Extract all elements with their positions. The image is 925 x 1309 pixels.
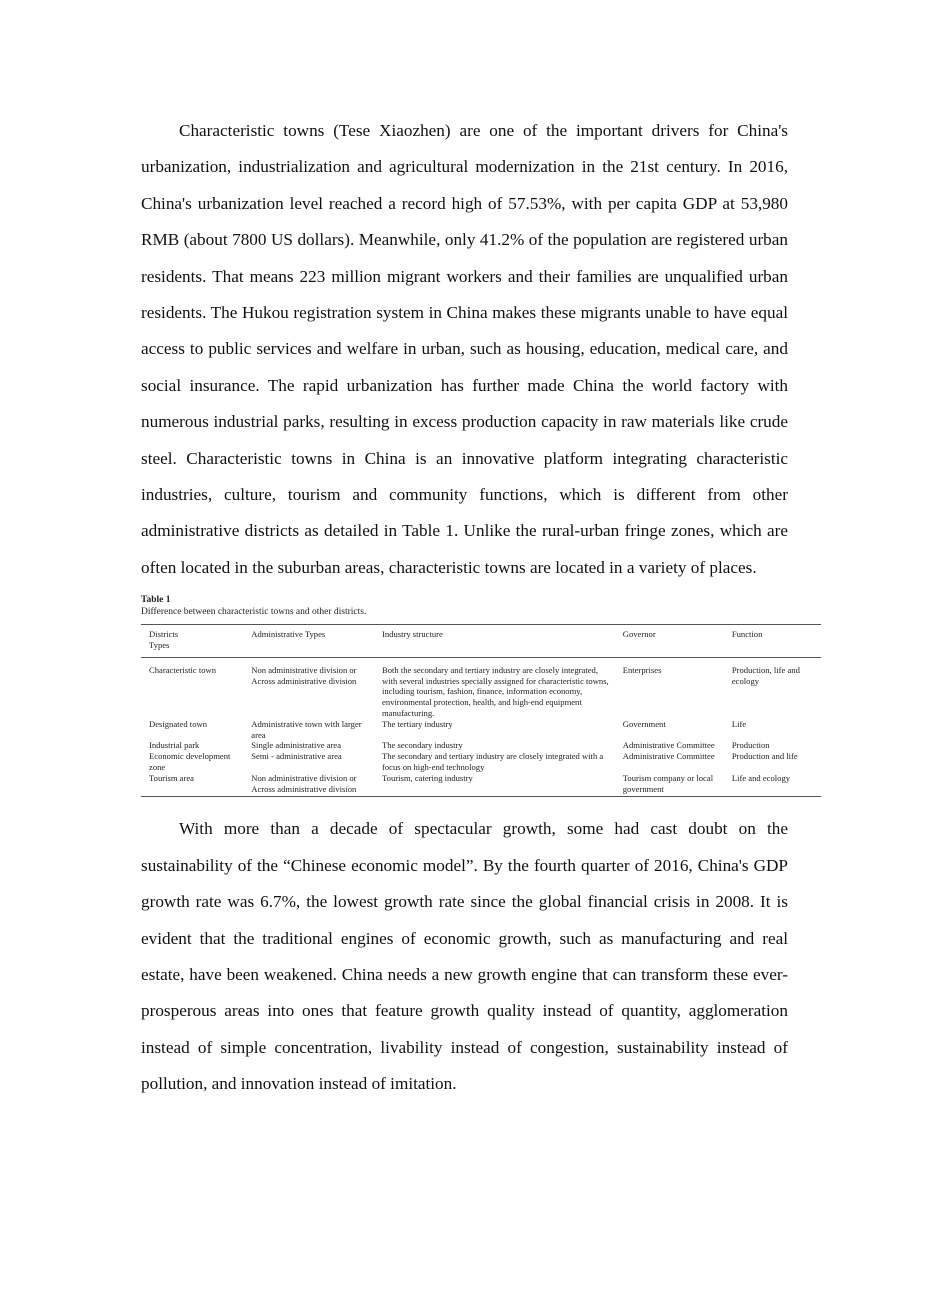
header-function: Function (731, 629, 763, 640)
cell-function: Production, life and ecology (731, 664, 800, 686)
cell-district: Industrial park (149, 740, 200, 751)
header-industry-structure: Industry structure (382, 629, 443, 640)
cell-industry: Both the secondary and tertiary industry are closely integrated, with several industries specially assigned for characteristic towns, including tourism, fashion, finance, information economy, environmental protection, health, and high-end equipment manufacturing. (382, 664, 609, 719)
cell-industry: The secondary industry (382, 740, 463, 751)
body-paragraph-2: With more than a decade of spectacular growth, some had cast doubt on the sustainability of the “Chinese economic model”. By the fourth quarter of 2016, China's GDP growth rate was 6.7%, the lowest growth rate since the global financial crisis in 2008. It is evident that the traditional engines of economic growth, such as manufacturing and real estate, have been weakened. China needs a new growth engine that can transform these ever-prosperous areas into ones that feature growth quality instead of quantity, agglomeration instead of simple concentration, livability instead of congestion, sustainability instead of pollution, and innovation instead of imitation. (141, 819, 788, 1094)
cell-governor: Administrative Committee (622, 751, 715, 762)
header-districts-types (141, 625, 243, 658)
header-governor: Governor (622, 629, 656, 640)
table-row (141, 740, 821, 751)
cell-function: Life (731, 718, 747, 729)
table-header-row (141, 625, 821, 658)
cell-industry: The secondary and tertiary industry are closely integrated with a focus on high-end technology (382, 751, 604, 773)
table-row (141, 657, 821, 718)
cell-district: Economic development zone (149, 751, 231, 773)
table-row (141, 773, 821, 797)
body-paragraph-1: Characteristic towns (Tese Xiaozhen) are one of the important drivers for China's urbanization, industrialization and agricultural modernization in the 21st century. In 2016, China's urbanization level reached a record high of 57.53%, with per capita GDP at 53,980 RMB (about 7800 US dollars). Meanwhile, only 41.2% of the population are registered urban residents. That means 223 million migrant workers and their families are unqualified urban residents. The Hukou registration system in China makes these migrants unable to have equal access to public services and welfare in urban, such as housing, education, medical care, and social insurance. The rapid urbanization has further made China the world factory with numerous industrial parks, resulting in excess production capacity in raw materials like crude steel. Characteristic towns in China is an innovative platform integrating characteristic industries, culture, tourism and community functions, which is different from other administrative districts as detailed in Table 1. Unlike the rural-urban fringe zones, which are often located in the suburban areas, characteristic towns are located in a variety of places. (141, 121, 788, 577)
cell-admin: Non administrative division or Across administrative division (251, 664, 357, 686)
cell-governor: Enterprises (622, 664, 662, 675)
cell-district: Designated town (149, 718, 207, 729)
cell-industry: The tertiary industry (382, 718, 453, 729)
cell-function: Life and ecology (731, 772, 791, 783)
comparison-table (141, 624, 821, 797)
table-row (141, 719, 821, 741)
cell-admin: Single administrative area (251, 740, 342, 751)
header-types: Types (149, 640, 170, 651)
table-label: Table 1 (141, 595, 171, 606)
cell-governor: Tourism company or local government (622, 772, 714, 794)
cell-admin: Semi - administrative area (251, 751, 342, 762)
table-1 (141, 594, 800, 797)
cell-function: Production and life (731, 751, 798, 762)
cell-admin: Administrative town with larger area (251, 718, 362, 740)
cell-governor: Administrative Committee (622, 740, 715, 751)
cell-function: Production (731, 740, 770, 751)
cell-governor: Government (622, 718, 666, 729)
cell-district: Tourism area (149, 772, 194, 783)
cell-district: Characteristic town (149, 664, 217, 675)
cell-industry: Tourism, catering industry (382, 772, 473, 783)
table-caption: Difference between characteristic towns and other districts. (141, 607, 367, 618)
header-admin-types: Administrative Types (251, 629, 326, 640)
table-row (141, 751, 821, 773)
header-districts: Districts (149, 629, 179, 640)
page-body (141, 113, 800, 1103)
cell-admin: Non administrative division or Across administrative division (251, 772, 357, 794)
